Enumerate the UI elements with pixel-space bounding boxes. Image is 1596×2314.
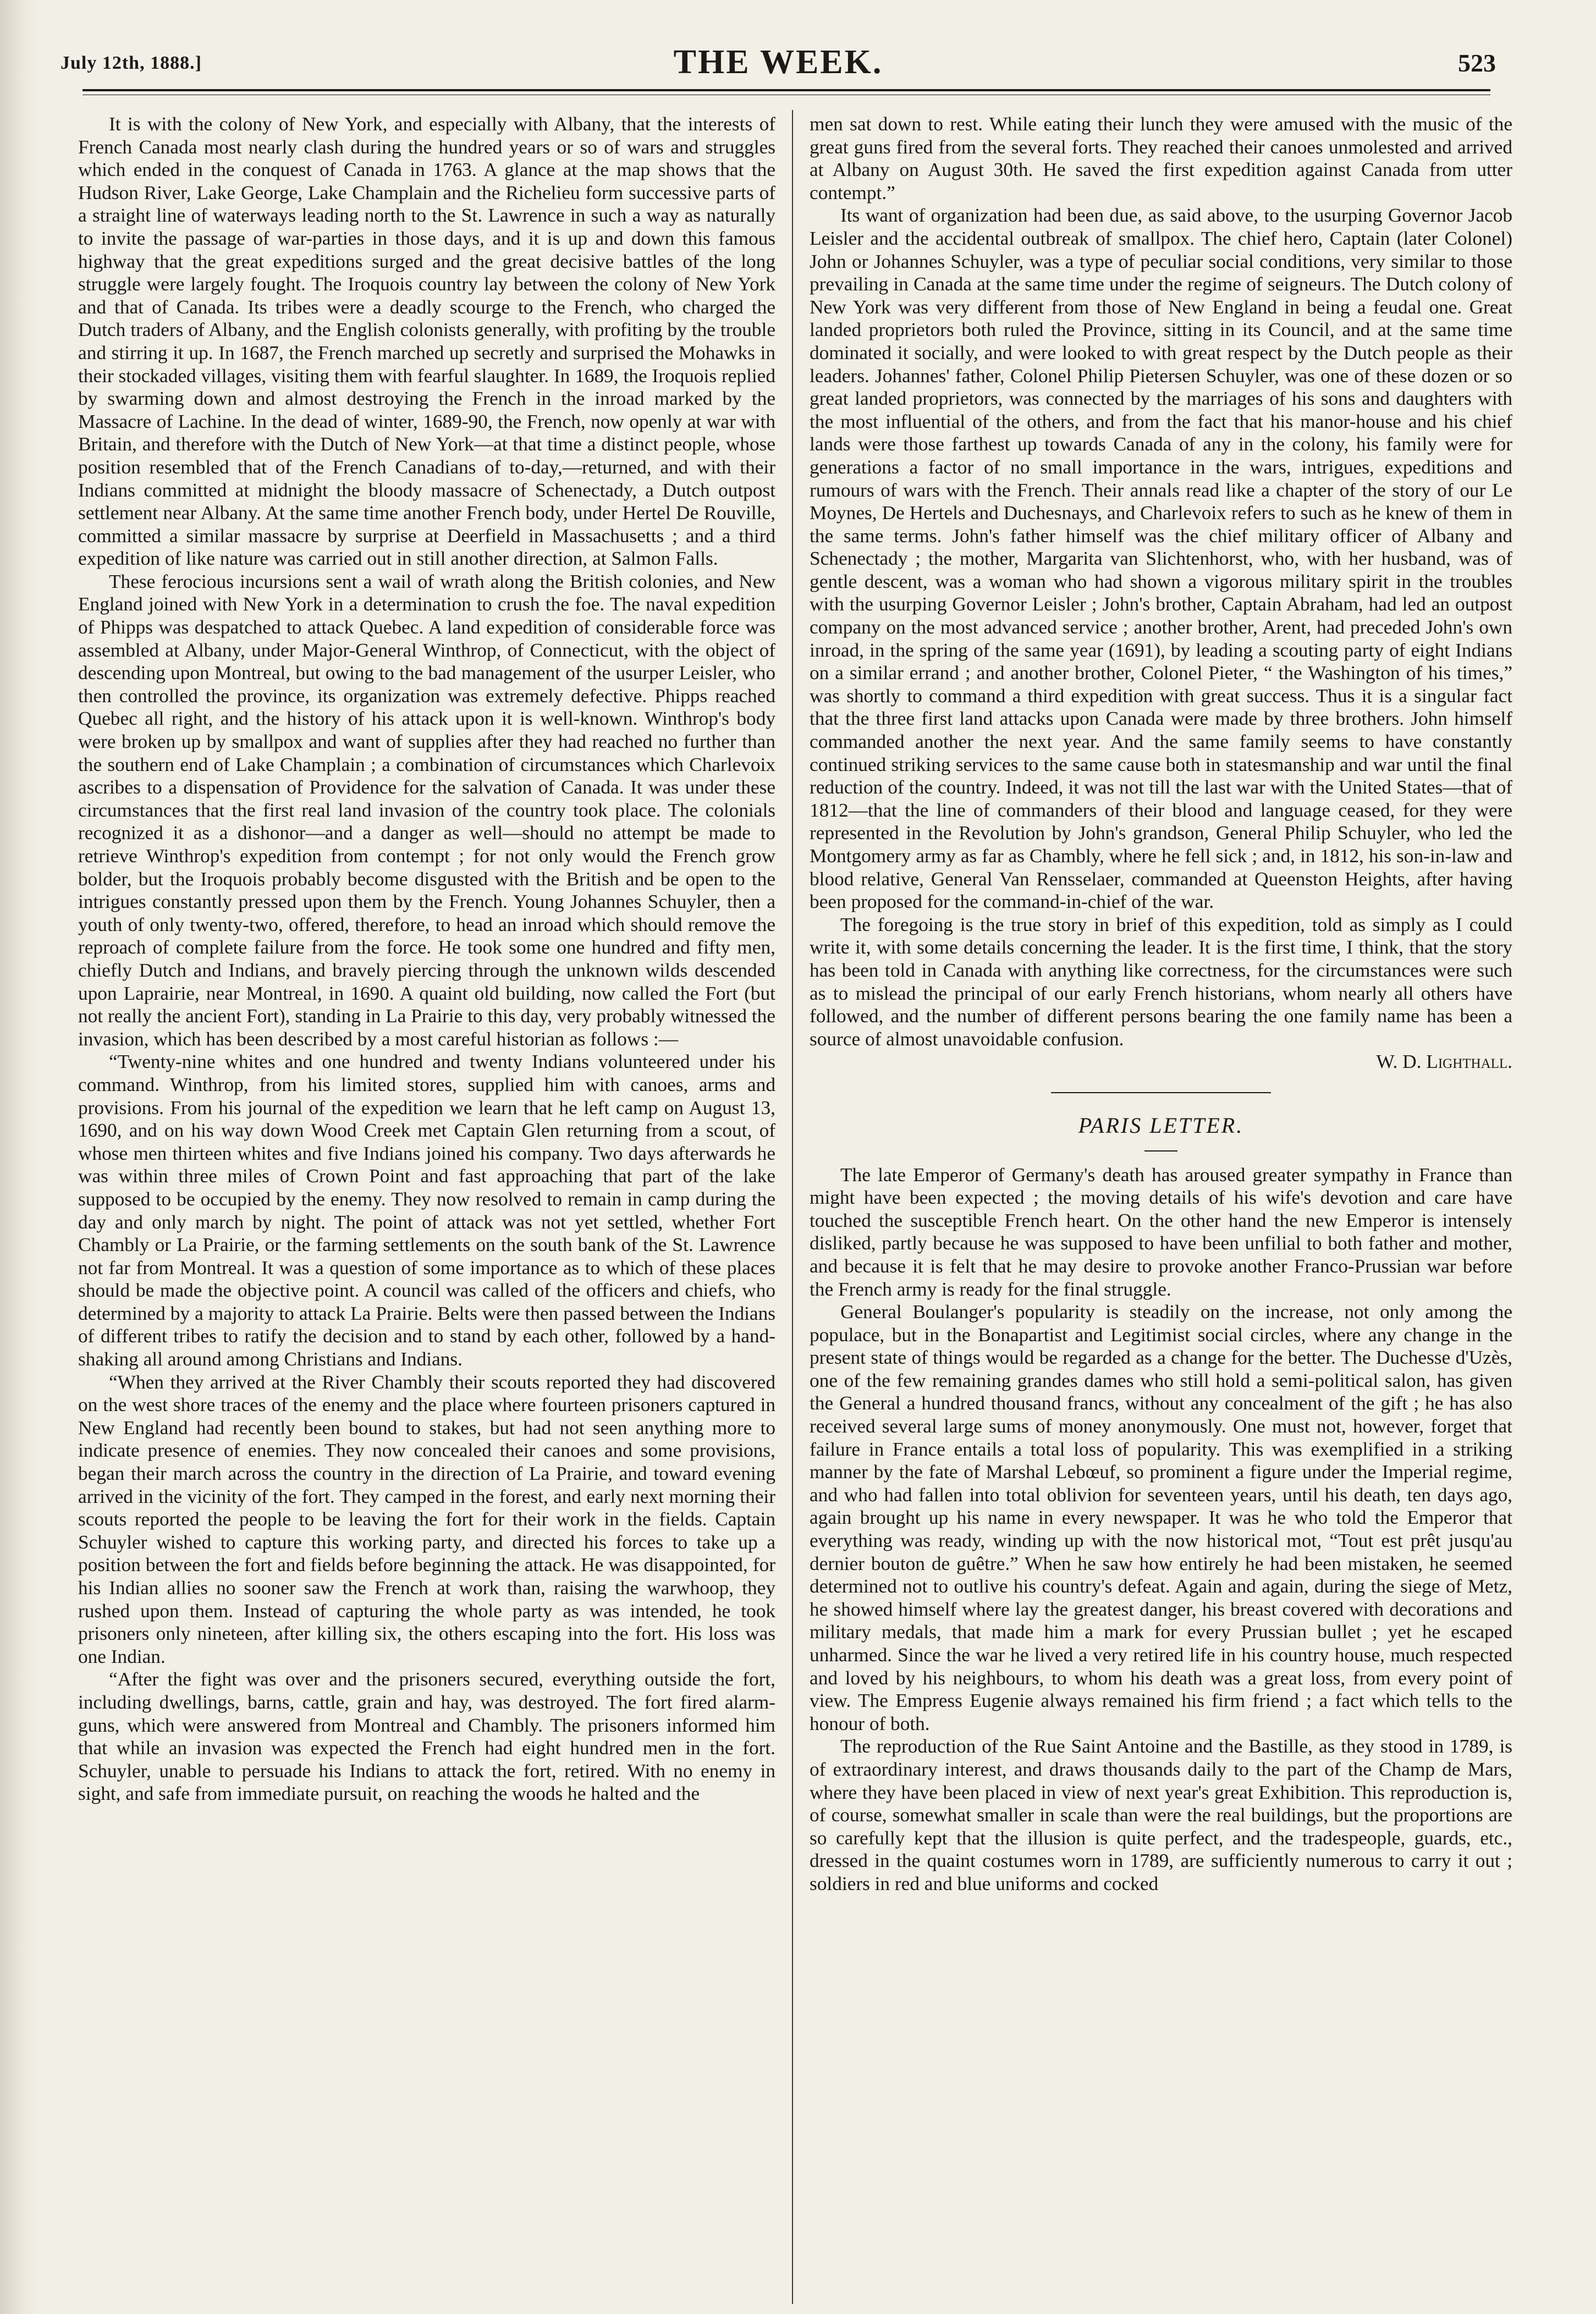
letter-paragraph: General Boulanger's popularity is steadily on the increase, not only among the populace, but in the Bonapartist and Legitimist social circles, where any change in the present state of things would be regarded as a change for the better. The Duchesse d'Uzès, one of the few remaining grandes dames who still hold a semi-political salon, has given the General a hundred thousand francs, without any concealment of the gift ; he has also received several large sums of money anonymously. One must not, however, forget that failure in France entails a total loss of popularity. This was exemplified in a striking manner by the fate of Marshal Lebœuf, so prominent a figure under the Imperial regime, and who had fallen into total oblivion for seventeen years, until his death, ten days ago, again brought up his name in every newspaper. It was he who told the Emperor that everything was ready, winding up with the now historical mot, “Tout est prêt jusqu'au dernier bouton de guêtre.” When he saw how entirely he had been mistaken, he seemed determined not to outlive his country's defeat. Again and again, during the siege of Metz, he showed himself where lay the greatest danger, his breast covered with decorations and military medals, that made him a mark for every Prussian bullet ; yet he escaped unharmed. Since the war he lived a very retired life in his country house, much respected and loved by his neighbours, to whom his death was a great loss, from every point of view. The Empress Eugenie always remained his firm friend ; a fact which tells to the honour of both. [810,1301,1512,1734]
quoted-paragraph: “Twenty-nine whites and one hundred and twenty Indians volunteered under his command. Winthrop, from his limited stores, supplied him with canoes, arms and provisions. From his journal of the expedition we learn that he left camp on August 13, 1690, and on his way down Wood Creek met Captain Glen returning from a scout, of whose men thirteen whites and five Indians joined his company. Two days afterwards he was within three miles of Crown Point and fast approaching that part of the lake supposed to be occupied by the enemy. They now resolved to remain in camp during the day and only march by night. The point of attack was not yet settled, whether Fort Chambly or La Prairie, or the farming settlements on the south bank of the St. Lawrence not far from Montreal. It was a question of some importance as to which of these places should be made the objective point. A council was called of the officers and chiefs, who determined by a majority to attack La Prairie. Belts were then passed between the Indians of different tribes to ratify the decision and to stand by each other, followed by a hand-shaking all around among Christians and Indians. [78,1051,775,1370]
article-paragraph: The foregoing is the true story in brief of this expedition, told as simply as I could write it, with some details concerning the leader. It is the first time, I think, that the story has been told in Canada with anything like correctness, for the circumstances were such as to mislead the principal of our early French historians, whom nearly all others have followed, and the number of different persons bearing the one family name has been a source of almost unavoidable confusion. [810,913,1512,1050]
section-title: PARIS LETTER. [1078,1112,1244,1138]
article-paragraph: It is with the colony of New York, and especially with Albany, that the interests of French Canada most nearly clash during the hundred years or so of wars and struggles which ended in the conquest of Canada in 1763. A glance at the map shows that the Hudson River, Lake George, Lake Champlain and the Richelieu form successive parts of a straight line of waterways leading north to the St. Lawrence in such a way as naturally to invite the passage of war-parties in those days, and it is up and down this famous highway that the great expeditions surged and the great decisive battles of the long struggle were largely fought. The Iroquois country lay between the colony of New York and that of Canada. Its tribes were a deadly scourge to the French, who charged the Dutch traders of Albany, and the English colonists generally, with profiting by the trouble and stirring it up. In 1687, the French marched up secretly and surprised the Mohawks in their stockaded villages, visiting them with fearful slaughter. In 1689, the Iroquois replied by swarming down and almost destroying the French in the inroad marked by the Massacre of Lachine. In the dead of winter, 1689-90, the French, now openly at war with Britain, and therefore with the Dutch of New York—at that time a distinct people, whose position resembled that of the French Canadians of to-day,—returned, and with their Indians committed at midnight the bloody massacre of Schenectady, a Dutch outpost settlement near Albany. At the same time another French body, under Hertel De Rouville, committed a similar massacre by surprise at Deerfield in Massachusetts ; and a third expedition of like nature was carried out in still another direction, at Salmon Falls. [78,113,775,570]
article-paragraph: Its want of organization had been due, as said above, to the usurping Governor Jacob Leisler and the accidental outbreak of smallpox. The chief hero, Captain (later Colonel) John or Johannes Schuyler, was a type of peculiar social conditions, very similar to those prevailing in Canada at the same time under the regime of seigneurs. The Dutch colony of New York was very different from those of New England in being a feudal one. Great landed proprietors both ruled the Province, sitting in its Council, and at the same time dominated it socially, and were looked to with great respect by the Dutch people as their leaders. Johannes' father, Colonel Philip Pietersen Schuyler, was one of these dozen or so great landed proprietors, was connected by the marriages of his sons and daughters with the most influential of the others, and from the fact that his manor-house and his chief lands were those farthest up towards Canada of any in the colony, his family were for generations a factor of no small importance in the wars, intrigues, expeditions and rumours of wars with the French. Their annals read like a chapter of the story of our Le Moynes, De Hertels and Duchesnays, and Charlevoix refers to such as he knew of them in the same terms. John's father himself was the chief military officer of Albany and Schenectady ; the mother, Margarita van Slichtenhorst, who, with her husband, was of gentle descent, was a woman who had shown a vigorous military spirit in the troubles with the usurping Governor Leisler ; John's brother, Captain Abraham, had led an outpost company on the most advanced service ; another brother, Arent, had preceded John's own inroad, in the spring of the same year (1691), by leading a scouting party of eight Indians on a similar errand ; and another brother, Colonel Pieter, “ the Washington of his times,” was shortly to command a third expedition with great success. Thus it is a singular fact that the three first land attacks upon Canada were made by three brothers. John himself commanded another the next year. And the same family seems to have constantly continued striking services to the same cause both in statesmanship and war until the final reduction of the country. Indeed, it was not till the last war with the United States—that of 1812—that the line of commanders of their blood and language ceased, for they were represented in the Revolution by John's grandson, General Philip Schuyler, who led the Montgomery army as far as Chambly, where he fell sick ; and, in 1812, his son-in-law and blood relative, General Van Rensselaer, commanded at Queenston Heights, after having been proposed for the command-in-chief of the war. [810,205,1512,913]
masthead-title: THE WEEK. [673,43,883,81]
continued-paragraph: men sat down to rest. While eating their lunch they were amused with the music of the great guns fired from the several forts. They reached their canoes unmolested and arrived at Albany on August 30th. He saved the first expedition against Canada from utter contempt.” [810,113,1512,203]
right-column [810,113,1512,1896]
quoted-paragraph: “After the fight was over and the prisoners secured, everything outside the fort, including dwellings, barns, cattle, grain and hay, was destroyed. The fort fired alarm-guns, which were answered from Montreal and Chambly. The prisoners informed him that while an invasion was expected the French had eight hundred men in the fort. Schuyler, unable to persuade his Indians to attack the fort, retired. With no enemy in sight, and safe from immediate pursuit, on reaching the woods he halted and the [78,1668,775,1805]
page-header [60,43,1496,92]
quoted-paragraph: “When they arrived at the River Chambly their scouts reported they had discovered on the west shore traces of the enemy and the place where fourteen prisoners captured in New England had recently been bound to stakes, but had not seen anything more to indicate presence of enemies. They now concealed their canoes and some provisions, began their march across the country in the direction of La Prairie, and toward evening arrived in the vicinity of the fort. They camped in the forest, and early next morning their scouts reported the people to be leaving the fort for their work in the fields. Captain Schuyler wished to capture this working party, and directed his forces to take up a position between the fort and fields before beginning the attack. He was disappointed, for his Indian allies no sooner saw the French at work than, raising the warwhoop, they rushed upon them. Instead of capturing the whole party as was intended, he took prisoners only nineteen, after killing six, the others escaping into the fort. His loss was one Indian. [78,1371,775,1667]
issue-date: July 12th, 1888.] [60,53,202,73]
author-signature: W. D. Lighthall. [1376,1051,1512,1073]
article-paragraph: These ferocious incursions sent a wail of wrath along the British colonies, and New England joined with New York in a determination to crush the foe. The naval expedition of Phipps was despatched to attack Quebec. A land expedition of considerable force was assembled at Albany, under Major-General Winthrop, of Connecticut, with the object of descending upon Montreal, but owing to the bad management of the usurper Leisler, who then controlled the province, its organization was extremely defective. Phipps reached Quebec all right, and the history of his attack upon it is well-known. Winthrop's body were broken up by smallpox and want of supplies after they had reached no further than the southern end of Lake Champlain ; a combination of circumstances which Charlevoix ascribes to a dispensation of Providence for the salvation of Canada. It was under these circumstances that the first real land invasion of the country took place. The colonials recognized it as a dishonor—and a danger as well—should no attempt be made to retrieve Winthrop's expedition from contempt ; for not only would the French grow bolder, but the Iroquois probably become disgusted with the British and be open to the intrigues constantly pressed upon them by the French. Young Johannes Schuyler, then a youth of only twenty-two, offered, therefore, to head an inroad which should remove the reproach of complete failure from the force. He took some one hundred and fifty men, chiefly Dutch and Indians, and bravely piercing through the unknown wilds descended upon Laprairie, near Montreal, in 1690. A quaint old building, now called the Fort (but not really the ancient Fort), standing in La Prairie to this day, very probably witnessed the invasion, which has been described by a most careful historian as follows :— [78,570,775,1050]
header-rule-thick [82,89,1490,91]
left-column [78,113,775,1805]
letter-paragraph: The reproduction of the Rue Saint Antoine and the Bastille, as they stood in 1789, is of extraordinary interest, and draws thousands daily to the part of the Champ de Mars, where they have been placed in view of next year's great Exhibition. This reproduction is, of course, somewhat smaller in scale than were the real buildings, but the proportions are so carefully kept that the illusion is quite perfect, and the tradespeople, guards, etc., dressed in the quaint costumes worn in 1789, are sufficiently numerous to carry it out ; soldiers in red and blue uniforms and cocked [810,1736,1512,1894]
column-divider [792,110,793,2304]
title-underline [1144,1150,1177,1152]
page-number: 523 [1458,49,1496,77]
page-edge-shadow [0,0,38,2314]
section-separator [1051,1092,1271,1093]
letter-paragraph: The late Emperor of Germany's death has aroused greater sympathy in France than might have been expected ; the moving details of his wife's devotion and care have touched the susceptible French heart. On the other hand the new Emperor is intensely disliked, partly because he was supposed to have been unfilial to both father and mother, and because it is felt that he may desire to provoke another Franco-Prussian war before the French army is ready for the final struggle. [810,1164,1512,1300]
